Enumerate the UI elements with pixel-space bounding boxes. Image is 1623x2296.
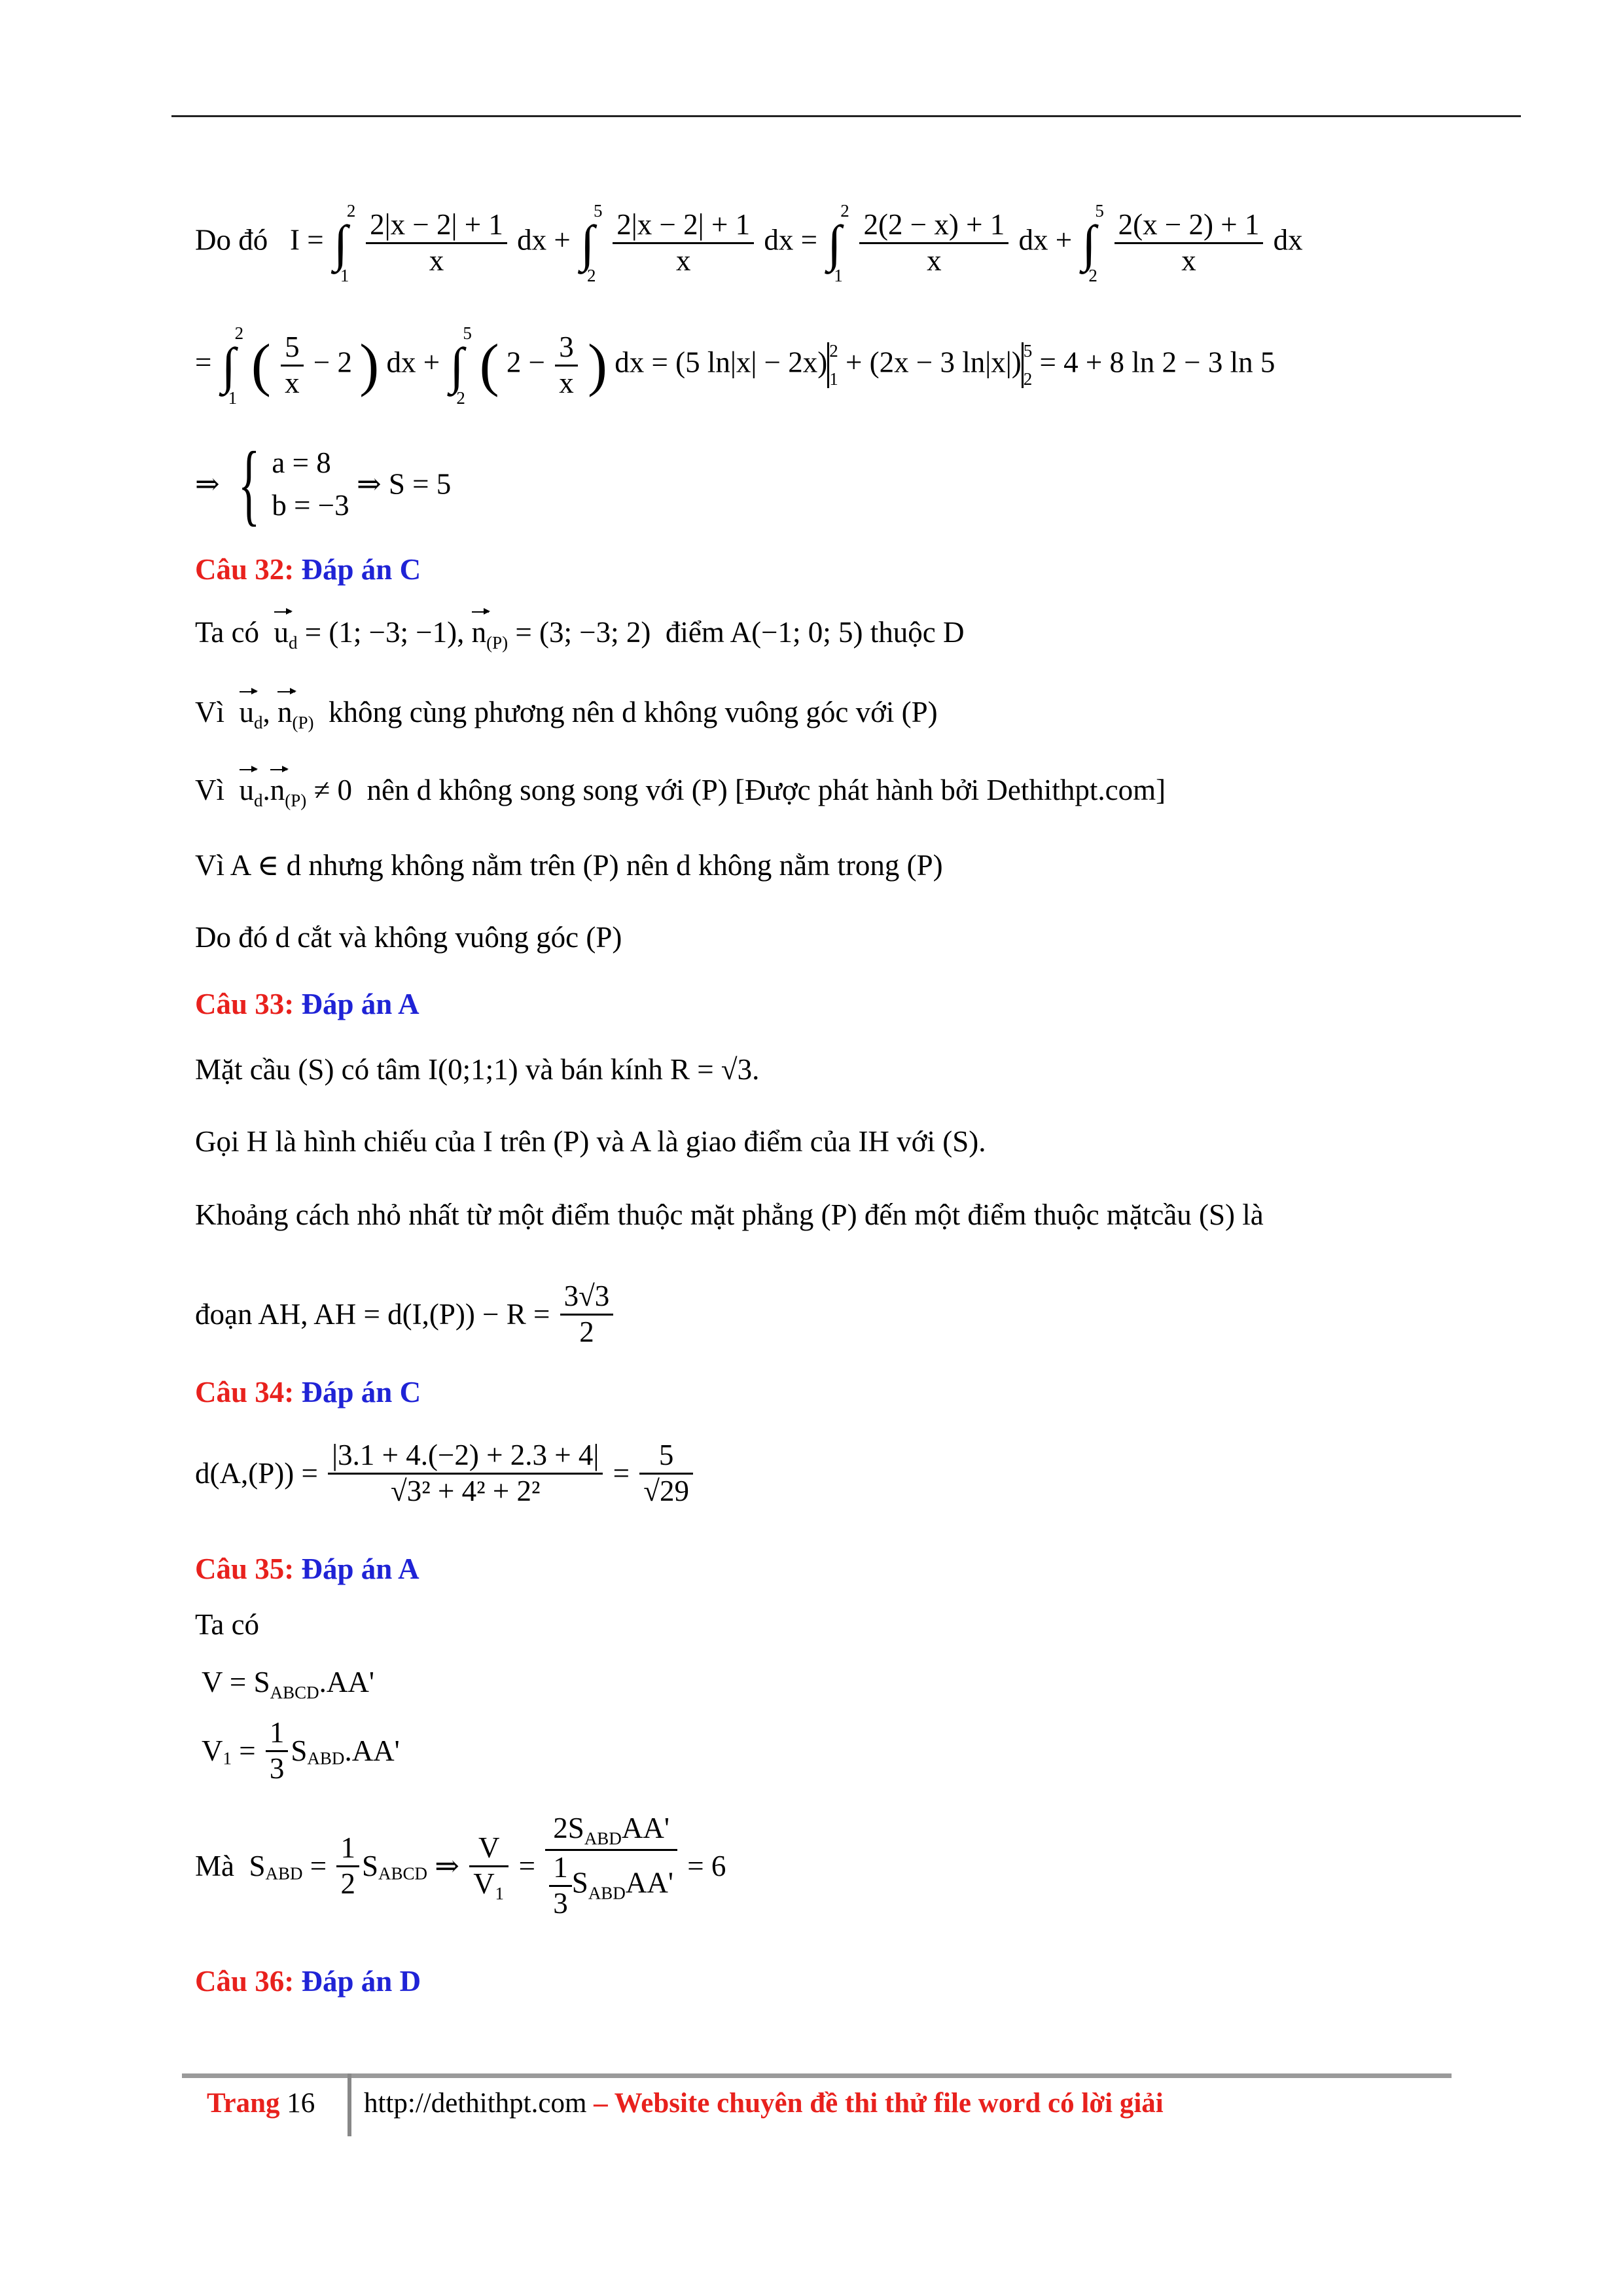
q32-line-4: Vì A ∈ d nhưng không nằm trên (P) nên d không nằm trong (P) bbox=[195, 849, 943, 882]
footer-separator bbox=[348, 2073, 351, 2136]
fraction: $\frac{5}{√29}$ bbox=[639, 1439, 693, 1509]
vector-n: n bbox=[277, 696, 293, 728]
answer-label: Đáp án C bbox=[301, 1376, 421, 1408]
footer-site bbox=[364, 2089, 1164, 2117]
question-label: Câu 35: bbox=[195, 1552, 294, 1585]
paren: ( bbox=[479, 332, 499, 398]
q33-heading bbox=[195, 990, 419, 1019]
q35-line-2: $V = S_{ABCD}.AA'$ bbox=[202, 1666, 374, 1702]
result: = 4 + 8 ln 2 − 3 ln 5 bbox=[1039, 346, 1275, 379]
fraction: $\frac{5}{x}$ bbox=[281, 331, 304, 401]
q35-heading bbox=[195, 1554, 419, 1584]
integral-sign: ∫ 2 1 bbox=[333, 201, 356, 286]
fraction: $\frac{|3.1 + 4.(-2) + 2.3 + 4|}{\text{√3² + 4² + 2²}}$ bbox=[328, 1439, 603, 1509]
eq-a: a = 8 bbox=[272, 446, 331, 479]
answer-label: Đáp án D bbox=[301, 1965, 421, 1998]
term: − 2 bbox=[313, 346, 353, 379]
question-label: Câu 36: bbox=[195, 1965, 294, 1998]
q32-line-2: Vì $u_d$, $n_{(P)}$ không cùng phương nên d không vuông góc với (P) bbox=[195, 696, 938, 732]
q35-line-3: $V_1$ = $\frac{1}{3}$ $S_{ABD}.AA'$ bbox=[202, 1716, 400, 1785]
q33-line-2: Gọi H là hình chiếu của I trên (P) và A là giao điểm của IH với (S). bbox=[195, 1125, 986, 1158]
vector-n: n bbox=[471, 616, 487, 649]
q32-line-1: Ta có $u_d = (1$; −3; −1), $n_{(P)} = (3$; −3; 2) điểm A(−1; 0; 5) thuộc D bbox=[195, 616, 965, 653]
integral-line-2 bbox=[195, 323, 1275, 408]
integral-line-1 bbox=[195, 201, 1303, 286]
integral-sign: ∫ 5 2 bbox=[580, 201, 603, 286]
q32-line-5: Do đó d cắt và không vuông góc (P) bbox=[195, 921, 622, 954]
implies: ⇒ bbox=[195, 467, 220, 501]
fraction: $\frac{2(2 - x) + 1}{x}$ bbox=[859, 208, 1008, 278]
paren: ) bbox=[359, 332, 380, 398]
fraction: $\frac{3√3}{2}$ bbox=[560, 1280, 614, 1350]
plus: + bbox=[846, 346, 863, 379]
fraction: $\frac{1}{3}$ bbox=[266, 1716, 289, 1786]
integral-sign: ∫ 2 1 bbox=[221, 323, 244, 408]
paren: ) bbox=[588, 332, 607, 398]
dx: dx + bbox=[517, 223, 571, 257]
eq: = bbox=[195, 346, 212, 379]
footer-rule bbox=[182, 2073, 1452, 2078]
dx: dx bbox=[1273, 223, 1303, 257]
fraction: $\frac{2(x - 2) + 1}{x}$ bbox=[1115, 208, 1264, 278]
system-line bbox=[195, 433, 452, 535]
q34-heading bbox=[195, 1378, 421, 1407]
brace: { bbox=[238, 433, 260, 535]
vector-n: n bbox=[270, 774, 285, 806]
q32-heading bbox=[195, 555, 421, 584]
header-rule bbox=[171, 115, 1521, 117]
paren: ( bbox=[251, 332, 271, 398]
q33-line-4: đoạn AH, AH = d(I,(P)) − R = $\frac{3√3}{2}$ bbox=[195, 1280, 616, 1350]
site-tagline: – Website chuyên đề thi thử file word có lời giải bbox=[594, 2088, 1164, 2119]
dx: dx + bbox=[1018, 223, 1073, 257]
q36-heading bbox=[195, 1967, 421, 1996]
answer-label: Đáp án A bbox=[301, 988, 419, 1020]
q32-line-3: Vì $u_d.n_{(P)} \ne 0$ nên d không song song với (P) [Được phát hành bởi Dethithpt.com] bbox=[195, 774, 1166, 810]
vector-u: u bbox=[274, 616, 289, 649]
antiderivative-1: (5 ln|x| − 2x) bbox=[675, 346, 828, 379]
dx: dx = bbox=[764, 223, 817, 257]
result: ⇒ S = 5 bbox=[356, 467, 452, 501]
question-label: Câu 32: bbox=[195, 553, 294, 586]
fraction: $\frac{2|x - 2| + 1}{x}$ bbox=[613, 208, 754, 278]
q35-line-4: Mà $S_{ABD}$ = $\frac{1}{2}$ $S_{ABCD}$ ⇒ $\frac{V}{\text{V₁}}$ = $2S_{ABD}AA'$ $\frac{1}{3}$ $S_{ABD}AA'$ = 6 bbox=[195, 1812, 726, 1920]
question-label: Câu 34: bbox=[195, 1376, 294, 1408]
site-link[interactable]: http://dethithpt.com bbox=[364, 2088, 587, 2119]
fraction: $\frac{3}{x}$ bbox=[555, 331, 578, 401]
q33-line-3: Khoảng cách nhỏ nhất từ một điểm thuộc mặt phẳng (P) đến một điểm thuộc mặtcầu (S) là bbox=[195, 1198, 1264, 1231]
intro-text: Do đó bbox=[195, 223, 268, 257]
antiderivative-2: (2x − 3 ln|x|) bbox=[869, 346, 1022, 379]
integral-sign: ∫ 5 2 bbox=[450, 323, 472, 408]
dx: dx = bbox=[615, 346, 668, 379]
answer-label: Đáp án C bbox=[301, 553, 421, 586]
page-number: 16 bbox=[287, 2088, 315, 2119]
answer-label: Đáp án A bbox=[301, 1552, 419, 1585]
vector-u: u bbox=[239, 696, 254, 728]
lhs: I = bbox=[290, 223, 324, 257]
eval-limits: 5 2 bbox=[1023, 341, 1033, 389]
term: 2 − bbox=[506, 346, 546, 379]
integral-sign: ∫ 5 2 bbox=[1082, 201, 1104, 286]
eq-b: b = −3 bbox=[272, 489, 349, 522]
footer-page bbox=[207, 2089, 315, 2117]
dx: dx + bbox=[386, 346, 440, 379]
q35-line-1: Ta có bbox=[195, 1608, 260, 1641]
fraction: $\frac{2|x - 2| + 1}{x}$ bbox=[366, 208, 507, 278]
vector-u: u bbox=[239, 774, 254, 806]
fraction: $2S_{ABD}AA'$ $\frac{1}{3}$ $S_{ABD}AA'$ bbox=[545, 1812, 677, 1921]
eval-limits: 2 1 bbox=[829, 341, 838, 389]
fraction: $\frac{V}{\text{V₁}}$ bbox=[469, 1831, 508, 1901]
q33-line-1: Mặt cầu (S) có tâm I(0;1;1) và bán kính R = √3. bbox=[195, 1053, 760, 1086]
system bbox=[272, 442, 349, 528]
integral-sign: ∫ 2 1 bbox=[827, 201, 849, 286]
q34-formula: d(A,(P)) = $\frac{|3.1 + 4.(-2) + 2.3 + 4|}{\text{√3² + 4² + 2²}}$ = $\frac{5}{√29}$ bbox=[195, 1439, 696, 1509]
page-label: Trang bbox=[207, 2088, 280, 2119]
question-label: Câu 33: bbox=[195, 988, 294, 1020]
fraction: $\frac{1}{2}$ bbox=[336, 1831, 359, 1901]
